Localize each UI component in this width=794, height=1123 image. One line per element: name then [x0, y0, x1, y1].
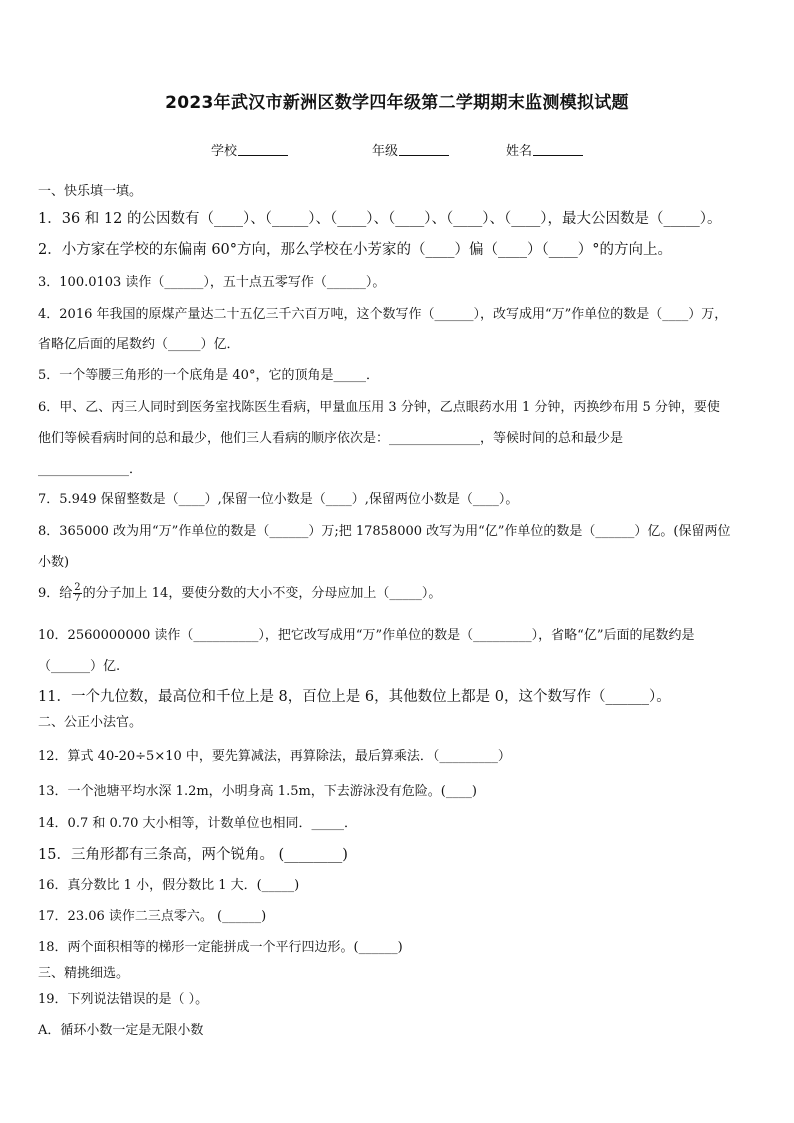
question-8-line-2: 小数) — [38, 555, 70, 570]
question-5: 5．一个等腰三角形的一个底角是 40°，它的顶角是_____． — [38, 368, 379, 383]
fraction-denominator: 7 — [74, 593, 81, 604]
question-18: 18．两个面积相等的梯形一定能拼成一个平行四边形。(______) — [38, 940, 403, 955]
question-11: 11．一个九位数，最高位和千位上是 8，百位上是 6，其他数位上都是 0，这个数写作（______）。 — [38, 689, 671, 705]
section-heading-3: 三、精挑细选。 — [38, 966, 130, 981]
grade-blank — [399, 143, 449, 156]
question-9-suffix: 的分子加上 14，要使分数的大小不变，分母应加上（_____）。 — [82, 586, 442, 601]
school-field — [211, 140, 288, 159]
question-9-prefix: 9．给 — [38, 586, 73, 601]
question-6-line-1: 6．甲、乙、丙三人同时到医务室找陈医生看病，甲量血压用 3 分钟，乙点眼药水用 1 分钟，丙换纱布用 5 分钟，要使 — [38, 400, 720, 415]
question-17: 17．23.06 读作二三点零六。 (______) — [38, 909, 267, 924]
question-3: 3．100.0103 读作（______），五十点五零写作（______）。 — [38, 275, 386, 290]
fraction-two-sevenths — [73, 583, 81, 604]
question-4-line-1: 4．2016 年我国的原煤产量达二十五亿三千六百万吨，这个数写作（______），改写成用“万”作单位的数是（____）万， — [38, 307, 728, 322]
question-8-line-1: 8．365000 改为用“万”作单位的数是（______）万;把 17858000 改写为用“亿”作单位的数是（______）亿。(保留两位 — [38, 524, 731, 539]
question-15: 15．三角形都有三条高，两个锐角。 (________) — [38, 847, 348, 863]
question-7: 7．5.949 保留整数是（____）,保留一位小数是（____）,保留两位小数是（____）。 — [38, 492, 519, 507]
question-16: 16．真分数比 1 小，假分数比 1 大．(_____) — [38, 878, 300, 893]
question-14: 14．0.7 和 0.70 大小相等，计数单位也相同．_____． — [38, 816, 358, 831]
question-13: 13．一个池塘平均水深 1.2m，小明身高 1.5m，下去游泳没有危险。(____) — [38, 784, 477, 799]
name-field — [506, 140, 583, 159]
question-2: 2．小方家在学校的东偏南 60°方向，那么学校在小芳家的（____）偏（____）（____）°的方向上。 — [38, 242, 673, 258]
school-blank — [238, 143, 288, 156]
school-label: 学校 — [211, 144, 238, 159]
grade-label: 年级 — [372, 144, 399, 159]
question-6-line-2: 他们等候看病时间的总和最少，他们三人看病的顺序依次是：______________，等候时间的总和最少是 — [38, 431, 624, 446]
section-heading-1: 一、快乐填一填。 — [38, 184, 143, 199]
question-10-line-2: （______）亿. — [38, 659, 121, 674]
question-19: 19．下列说法错误的是（ ）。 — [38, 992, 209, 1007]
section-heading-2: 二、公正小法官。 — [38, 715, 143, 730]
question-9 — [38, 582, 762, 604]
question-10-line-1: 10．2560000000 读作（__________），把它改写成用“万”作单位的数是（_________），省略“亿”后面的尾数约是 — [38, 628, 695, 643]
name-blank — [533, 143, 583, 156]
grade-field — [372, 140, 449, 159]
question-19-option-a: A．循环小数一定是无限小数 — [38, 1023, 204, 1038]
question-4-line-2: 省略亿后面的尾数约（_____）亿． — [38, 337, 240, 352]
fraction-numerator: 2 — [74, 582, 81, 593]
question-1: 1．36 和 12 的公因数有（____）、（_____）、（____）、（____）、（____）、（____），最大公因数是（_____）。 — [38, 211, 722, 227]
question-12: 12．算式 40-20÷5×10 中，要先算减法，再算除法，最后算乘法．（_________） — [38, 749, 511, 764]
question-6-line-3: ______________． — [38, 462, 143, 477]
page-title: 2023年武汉市新洲区数学四年级第二学期期末监测模拟试题 — [165, 93, 629, 113]
name-label: 姓名 — [506, 144, 533, 159]
